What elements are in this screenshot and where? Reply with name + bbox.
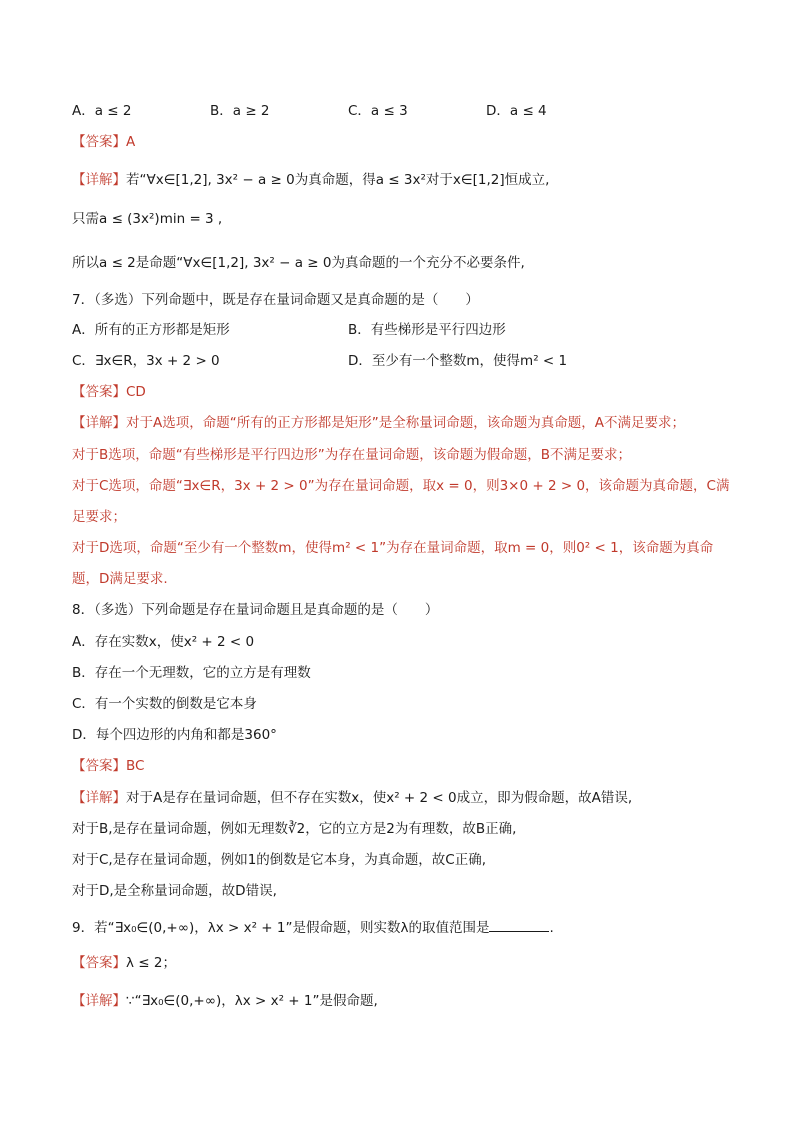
q8-option-a: A．存在实数x，使x² + 2 < 0 — [72, 634, 255, 650]
q6-option-a: A．a ≤ 2 — [72, 103, 132, 119]
q7-explain-line-5: 对于D选项，命题“至少有一个整数m，使得m² < 1”为存在量词命题，取m = 0，则0² < 1，该命题为真命 — [72, 540, 714, 556]
q8-explain-line-1 — [72, 789, 632, 807]
q7-explain-line-2: 对于B选项，命题“有些梯形是平行四边形”为存在量词命题，该命题为假命题，B不满足要求； — [72, 447, 632, 463]
q7-answer — [72, 383, 146, 401]
q7-option-a: A．所有的正方形都是矩形 — [72, 322, 230, 338]
q6-explain-line-3: 所以a ≤ 2是命题“∀x∈[1,2], 3x² − a ≥ 0为真命题的一个充分不必要条件, — [72, 255, 525, 271]
explain-text: 对于A是存在量词命题，但不存在实数x，使x² + 2 < 0成立，即为假命题，故A错误, — [126, 790, 633, 806]
q7-explain-line-4: 足要求； — [72, 509, 126, 525]
q6-option-c: C．a ≤ 3 — [348, 103, 408, 119]
answer-blank — [489, 918, 549, 932]
explain-tag: 【详解】 — [72, 993, 126, 1009]
answer-value: CD — [126, 384, 146, 400]
q7-option-b: B．有些梯形是平行四边形 — [348, 322, 506, 338]
q7-option-c: C．∃x∈R，3x + 2 > 0 — [72, 353, 220, 369]
answer-tag: 【答案】 — [72, 955, 126, 971]
q9-stem-end: . — [549, 920, 554, 936]
q9-stem — [72, 918, 554, 937]
q8-option-d: D．每个四边形的内角和都是360° — [72, 727, 277, 743]
answer-tag: 【答案】 — [72, 758, 126, 774]
q7-stem: 7．（多选）下列命题中，既是存在量词命题又是真命题的是（ ） — [72, 292, 479, 308]
explain-text: 对于A选项，命题“所有的正方形都是矩形”是全称量词命题，该命题为真命题，A不满足要求； — [126, 415, 685, 431]
explain-text: 若“∀x∈[1,2], 3x² − a ≥ 0为真命题，得a ≤ 3x²对于x∈[1,2]恒成立, — [126, 172, 550, 188]
q9-answer — [72, 954, 176, 972]
q8-answer — [72, 757, 144, 775]
explain-tag: 【详解】 — [72, 790, 126, 806]
answer-value: A — [126, 134, 136, 150]
q7-explain-line-6: 题，D满足要求. — [72, 571, 168, 587]
q6-option-b: B．a ≥ 2 — [210, 103, 270, 119]
q8-explain-line-4: 对于D,是全称量词命题，故D错误, — [72, 883, 277, 899]
q8-option-b: B．存在一个无理数，它的立方是有理数 — [72, 665, 311, 681]
q6-explain-line-2: 只需a ≤ (3x²)min = 3 , — [72, 211, 223, 227]
q8-explain-line-3: 对于C,是存在量词命题，例如1的倒数是它本身，为真命题，故C正确, — [72, 852, 487, 868]
answer-value: BC — [126, 758, 145, 774]
explain-text: ∵“∃x₀∈(0,+∞)，λx > x² + 1”是假命题, — [126, 993, 378, 1009]
answer-tag: 【答案】 — [72, 384, 126, 400]
explain-tag: 【详解】 — [72, 172, 126, 188]
answer-value: λ ≤ 2； — [126, 955, 176, 971]
answer-tag: 【答案】 — [72, 134, 126, 150]
q8-stem: 8．（多选）下列命题是存在量词命题且是真命题的是（ ） — [72, 602, 439, 618]
q8-option-c: C．有一个实数的倒数是它本身 — [72, 696, 257, 712]
q7-explain-line-3: 对于C选项，命题“∃x∈R，3x + 2 > 0”为存在量词命题，取x = 0，则3×0 + 2 > 0，该命题为真命题，C满 — [72, 478, 730, 494]
explain-tag: 【详解】 — [72, 415, 126, 431]
q6-option-d: D．a ≤ 4 — [486, 103, 547, 119]
q8-explain-line-2: 对于B,是存在量词命题，例如无理数∛2，它的立方是2为有理数，故B正确, — [72, 821, 517, 837]
q9-stem-text: 9．若“∃x₀∈(0,+∞)，λx > x² + 1”是假命题，则实数λ的取值范围是 — [72, 920, 490, 936]
q7-explain-line-1 — [72, 414, 685, 432]
q6-explain-line-1 — [72, 171, 549, 189]
q7-option-d: D．至少有一个整数m，使得m² < 1 — [348, 353, 568, 369]
q9-explain-line-1 — [72, 992, 378, 1010]
q6-answer — [72, 133, 135, 151]
